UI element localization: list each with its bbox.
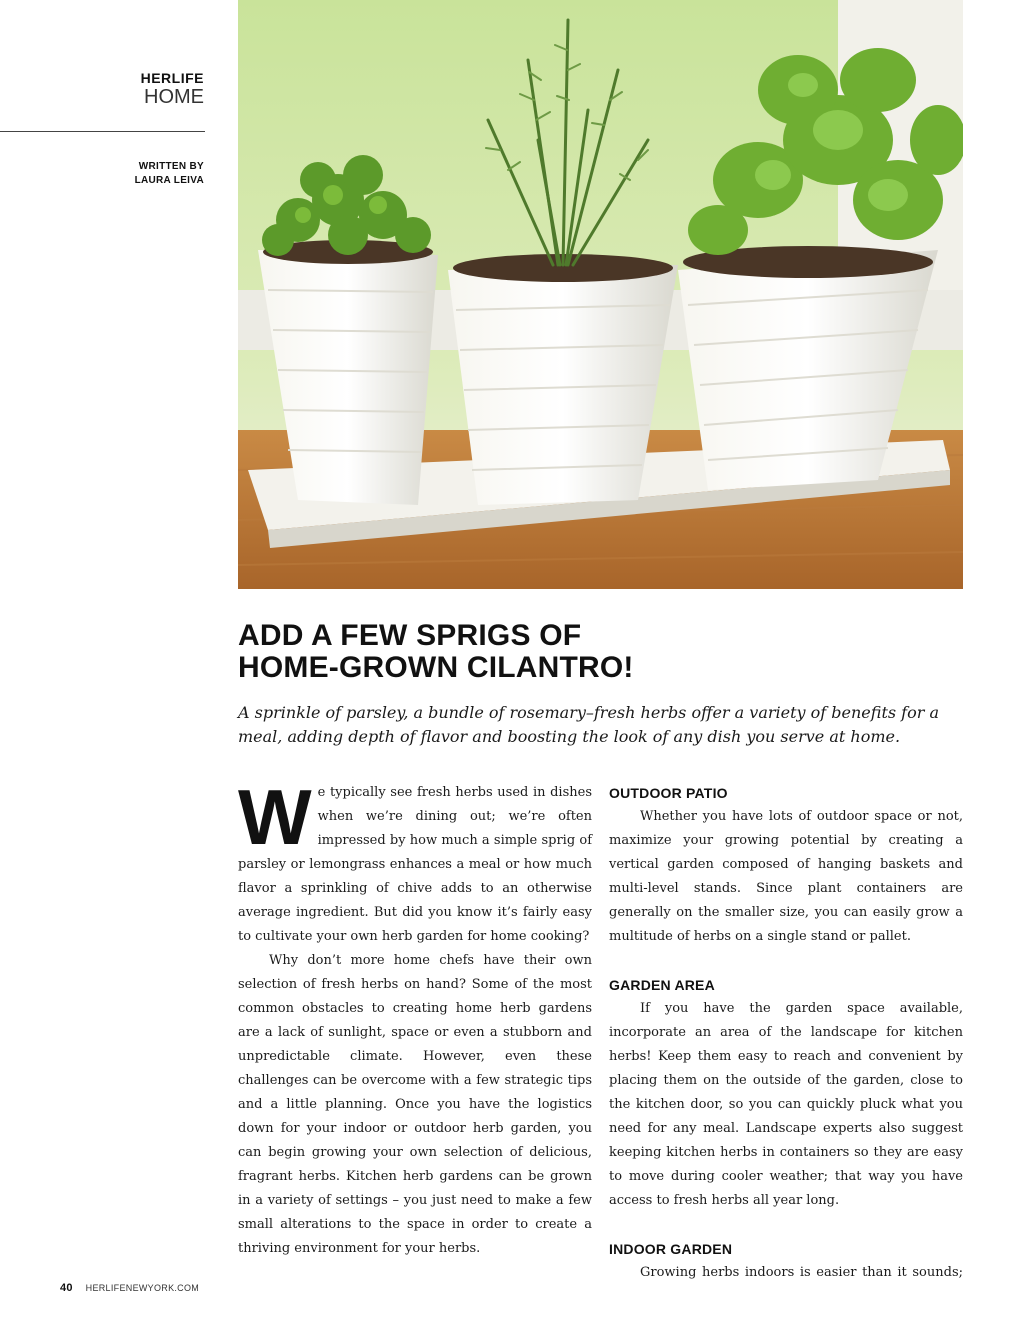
herb-pots-photo (238, 0, 963, 589)
section-label (141, 70, 204, 108)
page-number: 40 (60, 1282, 73, 1294)
headline-line-1: ADD A FEW SPRIGS OF (238, 619, 582, 652)
indoor-garden-text: Growing herbs indoors is easier than it sounds; (640, 1265, 963, 1280)
outdoor-patio-text: Whether you have lots of outdoor space or not, maximize your growing potential by creating a vertical garden composed of hanging baskets and multi-level stands. Since plant containers are generally on the smaller size, you can easily grow a multitude of herbs on a single stand or pallet. (609, 809, 963, 944)
body-column-1 (238, 773, 592, 1261)
body-column-2 (609, 781, 963, 1285)
byline-prefix: WRITTEN BY (138, 161, 204, 172)
byline (135, 160, 204, 188)
category-label: HOME (144, 86, 204, 108)
body-paragraph-2: Why don’t more home chefs have their own selection of fresh herbs on hand? Some of the most common obstacles to creating home herb gardens are a lack of sunlight, space or even a stubborn and unpredictable climate. However, even these challenges can be overcome with a few strategic tips and a little planning. Once you have the logistics down for your indoor or outdoor herb garden, you can begin growing your own selection of delicious, fragrant herbs. Kitchen herb gardens can be grown in a variety of settings – you just need to make a few small alterations to the space in order to create a thriving environment for your herbs. (238, 953, 592, 1256)
section-divider (0, 131, 205, 132)
page-footer (60, 1282, 199, 1294)
article-headline (238, 620, 963, 684)
brand-label: HERLIFE (140, 70, 204, 86)
body-paragraph-1 (238, 773, 592, 949)
paragraph-1-text: e typically see fresh herbs used in dishes when we’re dining out; we’re often impressed by how much a simple sprig of parsley or lemongrass enhances a meal or how much flavor a sprinkling of chive adds to an otherwise average ingredient. But did you know it’s fairly easy to cultivate your own herb garden for home cooking? (238, 785, 592, 944)
subhead-garden-area: GARDEN AREA (609, 977, 715, 993)
site-url: HERLIFENEWYORK.COM (85, 1283, 200, 1293)
author-name: LAURA LEIVA (134, 175, 204, 186)
drop-cap: W (238, 773, 312, 861)
article-dek: A sprinkle of parsley, a bundle of rosemary–fresh herbs offer a variety of benefits for a meal, adding depth of flavor and boosting the look of any dish you serve at home. (238, 703, 939, 746)
subhead-outdoor-patio: OUTDOOR PATIO (609, 785, 728, 801)
subhead-indoor-garden: INDOOR GARDEN (609, 1241, 733, 1257)
garden-area-text: If you have the garden space available, incorporate an area of the landscape for kitchen herbs! Keep them easy to reach and convenient by placing them on the outside of the garden, close to the kitchen door, so you can quickly pluck what you need for any meal. Landscape experts also suggest keeping kitchen herbs in containers so they are easy to move during cooler weather; that way you have access to fresh herbs all year long. (609, 1001, 963, 1208)
headline-line-2: HOME-GROWN CILANTRO! (238, 651, 634, 684)
